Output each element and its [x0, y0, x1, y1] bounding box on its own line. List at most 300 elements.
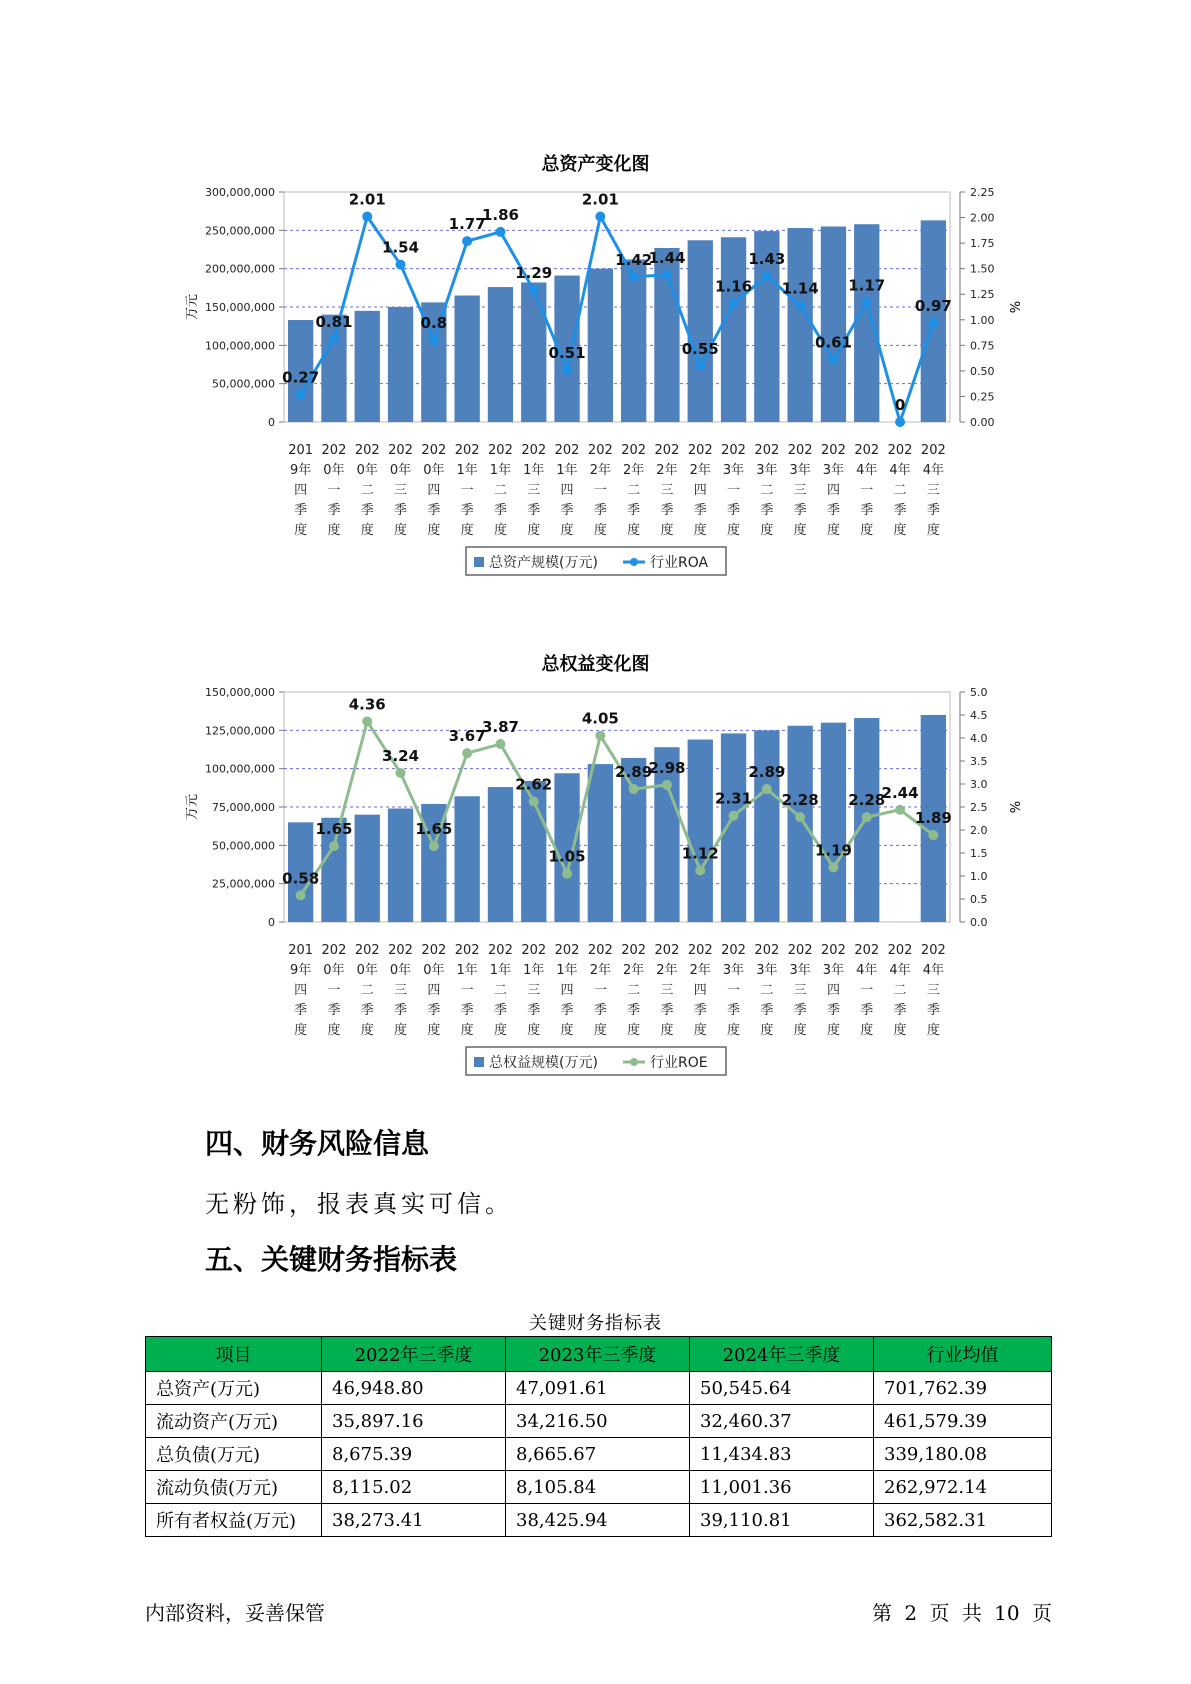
y2-axis-label: % [1006, 800, 1021, 814]
x-tick-label: 4年 [856, 463, 878, 478]
data-label: 1.77 [448, 215, 486, 234]
data-label: 3.24 [382, 746, 420, 765]
data-label: 0.97 [914, 296, 952, 315]
data-label: 0.51 [548, 343, 586, 362]
line-point [296, 890, 306, 900]
x-tick-label: 季 [826, 503, 840, 518]
line-point [695, 865, 705, 875]
x-tick-label: 度 [627, 523, 641, 538]
x-tick-label: 度 [926, 1023, 940, 1038]
x-tick-label: 三 [926, 983, 940, 998]
table-row [146, 1405, 1052, 1438]
legend-bar-label: 总权益规模(万元) [489, 1055, 598, 1071]
y2-tick-label: 1.75 [970, 237, 995, 251]
data-label: 0.27 [282, 368, 320, 387]
x-tick-label: 季 [560, 1003, 574, 1018]
line-point [562, 869, 572, 879]
x-tick-label: 202 [754, 943, 780, 958]
x-tick-label: 度 [793, 1023, 807, 1038]
x-tick-label: 4年 [856, 963, 878, 978]
x-tick-label: 202 [621, 943, 647, 958]
data-label: 2.01 [581, 190, 619, 209]
data-label: 1.54 [382, 238, 420, 257]
y-tick-label: 100,000,000 [205, 762, 275, 776]
x-tick-label: 4年 [922, 963, 944, 978]
y-tick-label: 0 [268, 416, 275, 429]
x-tick-label: 度 [860, 1023, 874, 1038]
data-label: 2.28 [781, 791, 819, 810]
x-tick-label: 1年 [523, 463, 545, 478]
x-tick-label: 季 [727, 503, 741, 518]
line-point [529, 796, 539, 806]
x-tick-label: 季 [893, 1003, 907, 1018]
x-tick-label: 度 [394, 523, 408, 538]
x-tick-label: 2年 [589, 963, 611, 978]
legend-line-label: 行业ROE [650, 1055, 708, 1071]
x-tick-label: 季 [860, 503, 874, 518]
y-tick-label: 150,000,000 [205, 686, 275, 699]
x-tick-label: 0年 [323, 963, 345, 978]
data-label: 1.42 [615, 250, 653, 269]
legend-line-marker [630, 558, 638, 566]
bar [721, 237, 746, 422]
x-tick-label: 202 [854, 943, 880, 958]
x-tick-label: 202 [887, 443, 913, 458]
x-tick-label: 二 [760, 483, 774, 498]
data-label: 1.17 [848, 276, 886, 295]
total-equity-chart [0, 680, 1191, 1130]
bar [854, 224, 879, 422]
x-tick-label: 度 [760, 1023, 774, 1038]
table-cell: 8,675.39 [322, 1438, 506, 1471]
x-tick-label: 度 [294, 1023, 308, 1038]
table-cell: 流动负债(万元) [146, 1471, 322, 1504]
x-tick-label: 季 [460, 1003, 474, 1018]
table-cell: 39,110.81 [690, 1504, 874, 1537]
data-label: 1.65 [415, 820, 453, 839]
x-tick-label: 1年 [556, 963, 578, 978]
x-tick-label: 度 [660, 523, 674, 538]
y2-tick-label: 1.00 [970, 313, 995, 327]
x-tick-label: 0年 [323, 463, 345, 478]
line-point [595, 212, 605, 222]
x-tick-label: 季 [760, 503, 774, 518]
x-tick-label: 二 [493, 983, 507, 998]
x-tick-label: 1年 [489, 463, 512, 478]
data-label: 1.14 [781, 279, 819, 298]
y2-tick-label: 2.25 [970, 186, 995, 199]
x-tick-label: 四 [693, 983, 707, 998]
x-tick-label: 季 [660, 503, 674, 518]
bar [688, 240, 713, 422]
line-point [862, 812, 872, 822]
x-tick-label: 度 [527, 523, 541, 538]
x-tick-label: 度 [394, 1023, 408, 1038]
table-header-cell: 2022年三季度 [322, 1337, 506, 1372]
table-header-cell: 2023年三季度 [506, 1337, 690, 1372]
data-label: 4.36 [348, 695, 386, 714]
x-tick-label: 季 [593, 503, 607, 518]
x-tick-label: 三 [660, 983, 674, 998]
data-label: 0.8 [420, 314, 448, 333]
x-tick-label: 3年 [789, 463, 811, 478]
x-tick-label: 度 [493, 523, 507, 538]
data-label: 1.16 [715, 277, 753, 296]
y2-tick-label: 1.5 [970, 847, 988, 860]
x-tick-label: 202 [321, 943, 347, 958]
x-tick-label: 1年 [489, 963, 512, 978]
data-label: 1.65 [315, 820, 353, 839]
x-tick-label: 季 [294, 503, 308, 518]
x-tick-label: 季 [826, 1003, 840, 1018]
line-point [629, 272, 639, 282]
x-tick-label: 季 [427, 1003, 441, 1018]
data-label: 1.12 [681, 844, 719, 863]
line-point [329, 334, 339, 344]
x-tick-label: 季 [693, 1003, 707, 1018]
x-tick-label: 一 [727, 983, 741, 998]
y-tick-label: 150,000,000 [205, 301, 275, 314]
x-tick-label: 202 [920, 943, 946, 958]
x-tick-label: 度 [460, 1023, 474, 1038]
table-caption: 关键财务指标表 [529, 1313, 662, 1334]
data-label: 1.44 [648, 248, 686, 267]
x-tick-label: 202 [521, 443, 547, 458]
line-point [429, 841, 439, 851]
x-tick-label: 一 [460, 483, 474, 498]
x-tick-label: 季 [493, 1003, 507, 1018]
x-tick-label: 度 [727, 523, 741, 538]
line-point [662, 780, 672, 790]
y-tick-label: 25,000,000 [212, 877, 275, 891]
x-tick-label: 2年 [623, 963, 645, 978]
x-tick-label: 度 [826, 523, 840, 538]
table-cell: 35,897.16 [322, 1405, 506, 1438]
x-tick-label: 四 [693, 483, 707, 498]
x-tick-label: 季 [926, 1003, 940, 1018]
line-point [895, 805, 905, 815]
y2-tick-label: 0.25 [970, 390, 995, 404]
x-tick-label: 度 [560, 523, 574, 538]
x-tick-label: 一 [593, 983, 607, 998]
x-tick-label: 202 [454, 443, 480, 458]
x-tick-label: 二 [893, 983, 907, 998]
table-cell: 11,434.83 [690, 1438, 874, 1471]
bar [454, 296, 479, 423]
x-tick-label: 4年 [922, 463, 944, 478]
data-label: 1.05 [548, 847, 586, 866]
data-label: 1.43 [748, 249, 786, 268]
x-tick-label: 度 [627, 1023, 641, 1038]
x-tick-label: 1年 [456, 463, 478, 478]
x-tick-label: 季 [793, 503, 807, 518]
data-label: 2.44 [881, 783, 919, 802]
line-point [629, 784, 639, 794]
x-tick-label: 四 [826, 483, 840, 498]
x-tick-label: 202 [821, 443, 846, 458]
y-tick-label: 300,000,000 [205, 186, 275, 199]
footer-page-number: 第 2 页 共 10 页 [872, 1601, 1052, 1625]
line-point [662, 270, 672, 280]
x-tick-label: 三 [793, 983, 807, 998]
x-tick-label: 2年 [689, 463, 711, 478]
y-tick-label: 50,000,000 [212, 377, 275, 391]
x-tick-label: 季 [760, 1003, 774, 1018]
x-tick-label: 202 [321, 443, 347, 458]
x-tick-label: 202 [787, 443, 813, 458]
y2-tick-label: 4.5 [970, 709, 988, 722]
bar [388, 809, 413, 922]
x-tick-label: 二 [893, 483, 907, 498]
y-tick-label: 250,000,000 [205, 224, 275, 238]
x-tick-label: 202 [654, 443, 680, 458]
x-tick-label: 202 [887, 943, 913, 958]
x-tick-label: 202 [554, 943, 580, 958]
x-tick-label: 三 [793, 483, 807, 498]
x-tick-label: 度 [727, 1023, 741, 1038]
bar [355, 311, 380, 422]
line-point [828, 355, 838, 365]
y2-tick-label: 0.00 [970, 416, 995, 429]
table-cell: 38,425.94 [506, 1504, 690, 1537]
x-tick-label: 季 [527, 503, 541, 518]
line-point [828, 862, 838, 872]
y2-tick-label: 1.0 [970, 870, 988, 883]
x-tick-label: 度 [760, 523, 774, 538]
x-tick-label: 三 [527, 483, 541, 498]
data-label: 1.19 [814, 841, 852, 860]
x-tick-label: 季 [893, 503, 907, 518]
data-label: 2.28 [848, 791, 886, 810]
x-tick-label: 1年 [556, 463, 578, 478]
data-label: 4.05 [581, 709, 619, 728]
data-label: 2.31 [715, 789, 753, 808]
table-cell: 34,216.50 [506, 1405, 690, 1438]
x-tick-label: 9年 [290, 963, 312, 978]
chart-title-equity: 总权益变化图 [541, 654, 650, 675]
line-point [729, 811, 739, 821]
x-tick-label: 季 [394, 1003, 408, 1018]
x-tick-label: 季 [360, 503, 374, 518]
data-label: 2.89 [615, 763, 653, 782]
x-tick-label: 201 [288, 443, 314, 458]
y2-tick-label: 0.0 [970, 916, 988, 929]
x-tick-label: 3年 [822, 463, 845, 478]
x-tick-label: 一 [860, 483, 874, 498]
x-tick-label: 度 [793, 523, 807, 538]
x-tick-label: 2年 [589, 463, 611, 478]
x-tick-label: 度 [493, 1023, 507, 1038]
x-tick-label: 一 [460, 983, 474, 998]
bar [388, 307, 413, 422]
table-cell: 32,460.37 [690, 1405, 874, 1438]
x-tick-label: 四 [560, 983, 574, 998]
x-tick-label: 度 [893, 1023, 907, 1038]
y2-axis-label: % [1006, 300, 1021, 314]
y-tick-label: 0 [268, 916, 275, 929]
bar [488, 287, 513, 422]
x-tick-label: 0年 [423, 963, 445, 978]
x-tick-label: 季 [294, 1003, 308, 1018]
data-label: 0.58 [282, 869, 320, 888]
x-tick-label: 四 [427, 483, 441, 498]
bar [787, 726, 812, 922]
x-tick-label: 202 [754, 443, 780, 458]
table-cell: 50,545.64 [690, 1372, 874, 1405]
x-tick-label: 202 [687, 443, 713, 458]
x-tick-label: 度 [693, 1023, 707, 1038]
x-tick-label: 季 [727, 1003, 741, 1018]
x-tick-label: 三 [394, 983, 408, 998]
table-cell: 339,180.08 [874, 1438, 1052, 1471]
x-tick-label: 四 [427, 983, 441, 998]
x-tick-label: 202 [388, 443, 413, 458]
data-label: 2.01 [348, 190, 386, 209]
x-tick-label: 202 [354, 443, 380, 458]
legend-bar-label: 总资产规模(万元) [489, 555, 598, 571]
line-point [928, 830, 938, 840]
data-label: 0.81 [315, 313, 353, 332]
line-point [795, 812, 805, 822]
table-cell: 38,273.41 [322, 1504, 506, 1537]
risk-section-text: 无粉饰，报表真实可信。 [205, 1190, 513, 1218]
x-tick-label: 202 [354, 943, 380, 958]
x-tick-label: 三 [926, 483, 940, 498]
x-tick-label: 季 [926, 503, 940, 518]
bar [521, 282, 546, 422]
data-label: 0.55 [681, 339, 719, 358]
x-tick-label: 0年 [389, 463, 412, 478]
bar [821, 723, 846, 922]
line-point [762, 784, 772, 794]
x-tick-label: 季 [327, 1003, 341, 1018]
total-assets-chart [0, 180, 1191, 630]
x-tick-label: 202 [621, 443, 647, 458]
x-tick-label: 度 [660, 1023, 674, 1038]
x-tick-label: 一 [727, 483, 741, 498]
x-tick-label: 2年 [656, 963, 678, 978]
data-label: 0 [894, 396, 906, 414]
x-tick-label: 0年 [356, 963, 378, 978]
x-tick-label: 1年 [523, 963, 545, 978]
bar [488, 787, 513, 922]
table-cell: 701,762.39 [874, 1372, 1052, 1405]
line-point [928, 318, 938, 328]
x-tick-label: 度 [427, 523, 441, 538]
x-tick-label: 度 [893, 523, 907, 538]
table-cell: 流动资产(万元) [146, 1405, 322, 1438]
x-tick-label: 202 [421, 443, 447, 458]
x-tick-label: 202 [587, 943, 613, 958]
x-tick-label: 二 [627, 983, 641, 998]
table-row [146, 1471, 1052, 1504]
x-tick-label: 三 [660, 483, 674, 498]
x-tick-label: 202 [488, 443, 513, 458]
line-point [462, 236, 472, 246]
line-point [862, 297, 872, 307]
table-cell: 11,001.36 [690, 1471, 874, 1504]
x-tick-label: 季 [793, 1003, 807, 1018]
x-tick-label: 一 [593, 483, 607, 498]
x-tick-label: 季 [560, 503, 574, 518]
table-header-row [146, 1337, 1052, 1372]
y-axis-label: 万元 [185, 793, 200, 821]
table-cell: 总负债(万元) [146, 1438, 322, 1471]
x-tick-label: 季 [593, 1003, 607, 1018]
bar [754, 730, 779, 922]
x-tick-label: 0年 [423, 463, 445, 478]
table-cell: 461,579.39 [874, 1405, 1052, 1438]
y2-tick-label: 3.5 [970, 755, 988, 768]
line-point [495, 739, 505, 749]
line-point [795, 300, 805, 310]
x-tick-label: 二 [627, 483, 641, 498]
x-tick-label: 3年 [756, 463, 778, 478]
y2-tick-label: 1.25 [970, 288, 995, 302]
x-tick-label: 3年 [756, 963, 778, 978]
x-tick-label: 度 [693, 523, 707, 538]
data-label: 0.61 [814, 333, 852, 352]
line-point [595, 731, 605, 741]
y-tick-label: 125,000,000 [205, 724, 275, 738]
table-header-cell: 2024年三季度 [690, 1337, 874, 1372]
x-tick-label: 202 [687, 943, 713, 958]
x-tick-label: 度 [460, 523, 474, 538]
line-point [429, 335, 439, 345]
x-tick-label: 季 [527, 1003, 541, 1018]
table-cell: 所有者权益(万元) [146, 1504, 322, 1537]
line-point [296, 389, 306, 399]
x-tick-label: 一 [860, 983, 874, 998]
legend-bar-swatch [474, 557, 484, 567]
x-tick-label: 度 [593, 1023, 607, 1038]
table-cell: 8,665.67 [506, 1438, 690, 1471]
data-label: 3.87 [481, 717, 519, 736]
data-label: 2.62 [515, 775, 553, 794]
data-label: 1.89 [914, 809, 952, 828]
line-point [396, 260, 406, 270]
x-tick-label: 3年 [722, 463, 745, 478]
y2-tick-label: 2.00 [970, 211, 995, 225]
x-tick-label: 二 [760, 983, 774, 998]
x-tick-label: 度 [593, 523, 607, 538]
x-tick-label: 0年 [356, 463, 378, 478]
x-tick-label: 四 [826, 983, 840, 998]
line-point [562, 365, 572, 375]
x-tick-label: 度 [360, 1023, 374, 1038]
x-tick-label: 202 [488, 943, 513, 958]
table-cell: 46,948.80 [322, 1372, 506, 1405]
bar [621, 758, 646, 922]
line-point [762, 271, 772, 281]
x-tick-label: 201 [288, 943, 314, 958]
x-tick-label: 4年 [889, 963, 911, 978]
x-tick-label: 度 [327, 523, 341, 538]
x-tick-label: 季 [627, 503, 641, 518]
x-tick-label: 季 [427, 503, 441, 518]
table-cell: 362,582.31 [874, 1504, 1052, 1537]
x-tick-label: 三 [527, 983, 541, 998]
y2-tick-label: 3.0 [970, 778, 988, 791]
table-cell: 8,105.84 [506, 1471, 690, 1504]
table-row [146, 1438, 1052, 1471]
line-point [329, 841, 339, 851]
x-tick-label: 度 [560, 1023, 574, 1038]
x-tick-label: 202 [920, 443, 946, 458]
x-tick-label: 2年 [623, 463, 645, 478]
x-tick-label: 3年 [722, 963, 745, 978]
x-tick-label: 季 [394, 503, 408, 518]
